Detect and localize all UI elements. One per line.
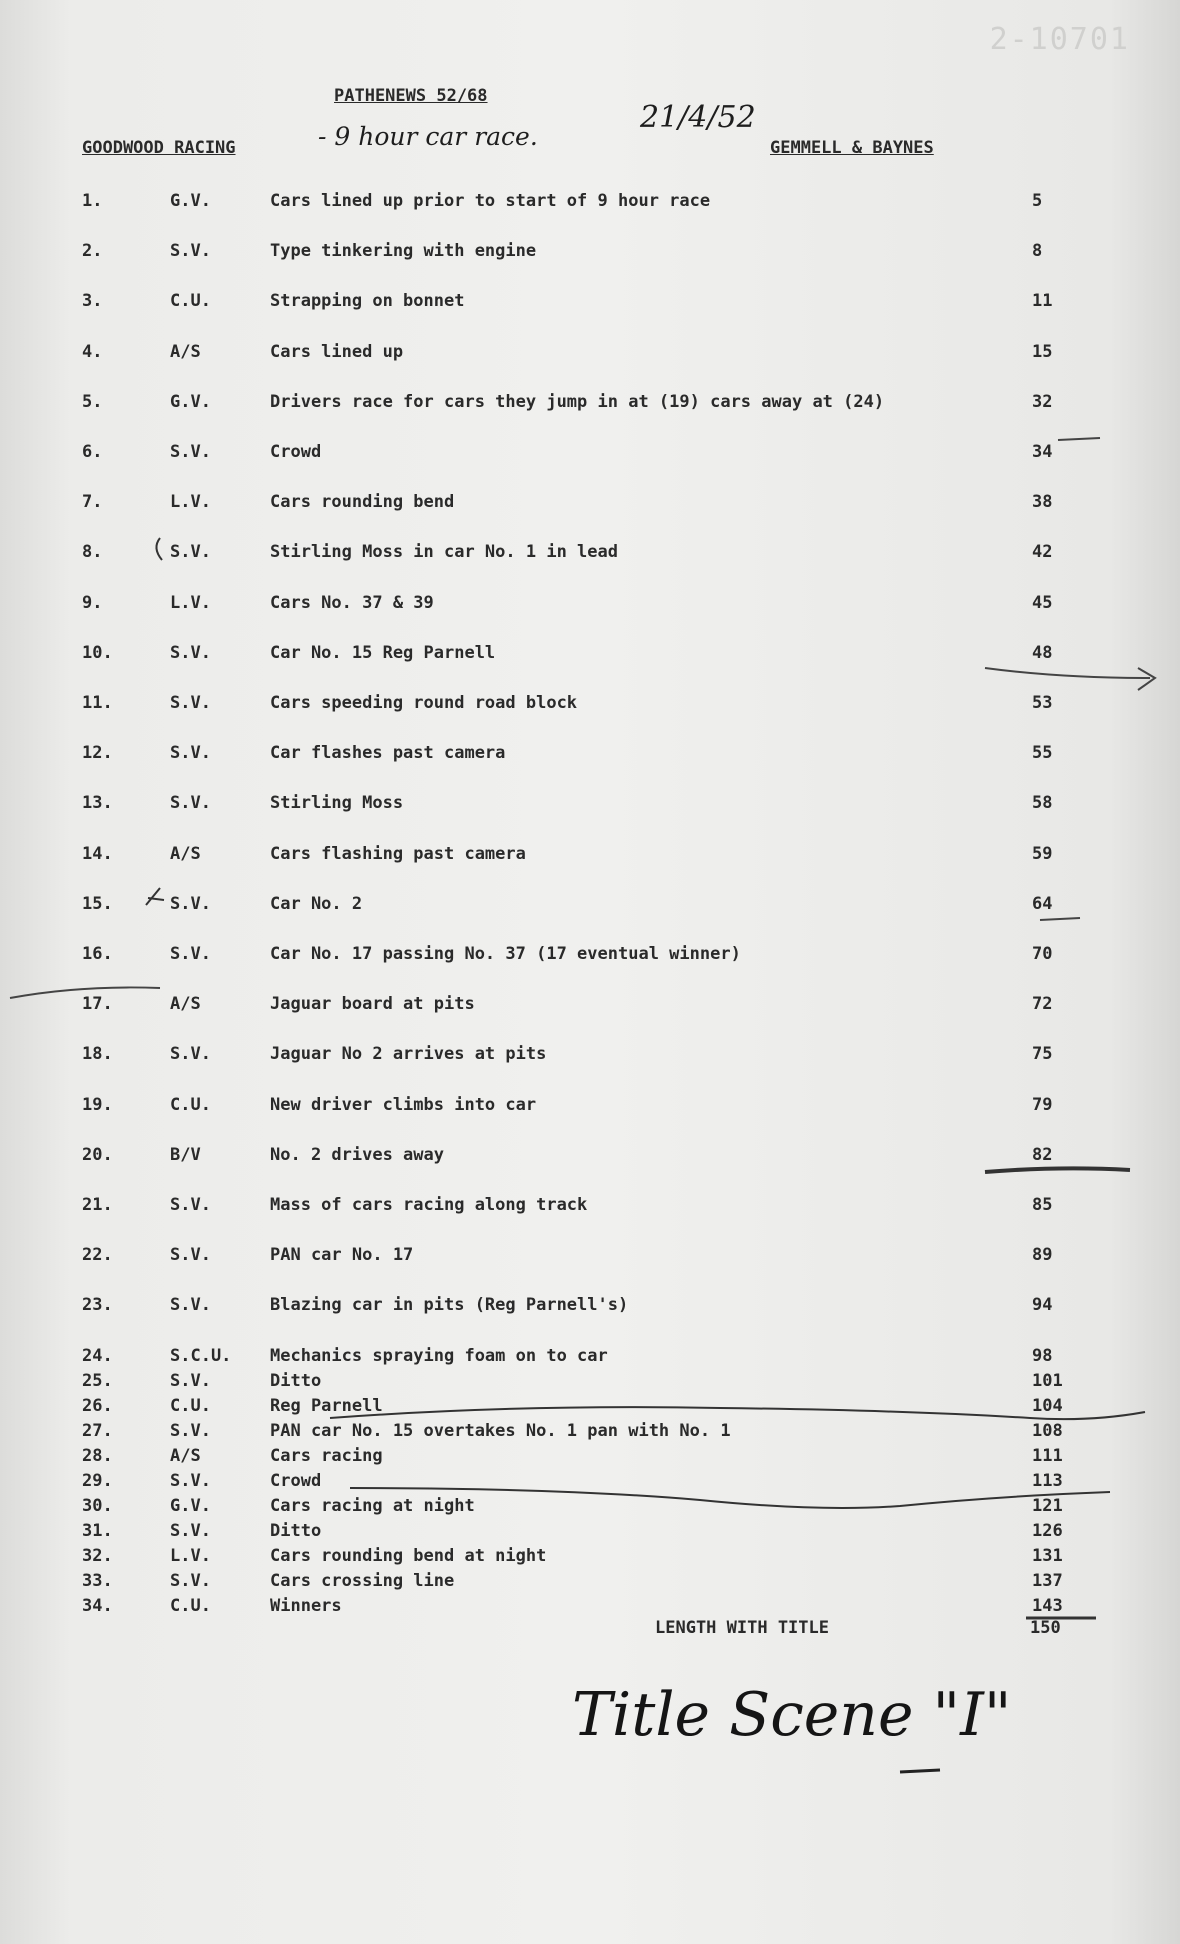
shot-length: 137 — [1032, 1571, 1063, 1591]
shot-description: No. 2 drives away — [270, 1144, 444, 1165]
shot-number: 33. — [82, 1571, 113, 1591]
shot-type: C.U. — [170, 1396, 211, 1416]
shot-row — [0, 438, 1180, 466]
shot-length: 11 — [1032, 291, 1053, 312]
shot-type: S.V. — [170, 693, 211, 713]
shot-type: C.U. — [170, 1094, 211, 1115]
shot-type: A/S — [170, 341, 201, 362]
shot-row — [0, 1345, 1180, 1367]
shot-length: 85 — [1032, 1195, 1053, 1215]
shot-row — [0, 1595, 1180, 1617]
shot-length: 53 — [1032, 693, 1053, 713]
shot-type: S.V. — [170, 1195, 211, 1215]
shot-row — [0, 1545, 1180, 1567]
shot-length: 5 — [1032, 191, 1043, 211]
shot-description: Ditto — [270, 1521, 322, 1541]
shot-number: 17. — [82, 994, 113, 1015]
shot-type: S.V. — [170, 1571, 211, 1591]
shot-row — [0, 1040, 1180, 1068]
shot-row — [0, 1470, 1180, 1492]
shot-length: 58 — [1032, 793, 1053, 814]
shot-type: A/S — [170, 843, 201, 864]
shot-row — [0, 940, 1180, 968]
shot-row — [0, 1370, 1180, 1392]
shot-number: 10. — [82, 642, 113, 663]
shot-number: 8. — [82, 542, 103, 563]
length-total: 150 — [1030, 1618, 1061, 1638]
shot-length: 32 — [1032, 391, 1053, 412]
shot-number: 31. — [82, 1521, 113, 1541]
shot-number: 15. — [82, 893, 113, 914]
shot-type: S.V. — [170, 442, 211, 462]
shot-length: 108 — [1032, 1421, 1063, 1441]
shot-length: 143 — [1032, 1596, 1063, 1616]
shot-type: S.V. — [170, 241, 211, 262]
shot-type: S.V. — [170, 1295, 211, 1316]
shot-description: Jaguar board at pits — [270, 994, 475, 1015]
shot-length: 34 — [1032, 442, 1053, 462]
shot-length: 82 — [1032, 1144, 1053, 1165]
shot-description: Drivers race for cars they jump in at (19) cars away at (24) — [270, 391, 885, 412]
shot-length: 48 — [1032, 642, 1053, 663]
pen-stroke — [985, 1168, 1130, 1172]
shot-type: S.V. — [170, 944, 211, 964]
shot-description: Car No. 15 Reg Parnell — [270, 642, 496, 663]
shot-type: G.V. — [170, 191, 211, 211]
shot-description: Winners — [270, 1596, 342, 1616]
shot-row — [0, 1141, 1180, 1169]
shot-number: 24. — [82, 1346, 113, 1366]
shot-description: Ditto — [270, 1371, 322, 1391]
shot-row — [0, 789, 1180, 817]
shot-number: 3. — [82, 291, 103, 312]
shot-description: Mechanics spraying foam on to car — [270, 1346, 608, 1366]
length-label: LENGTH WITH TITLE — [655, 1618, 829, 1638]
shot-row — [0, 1520, 1180, 1542]
shot-type: A/S — [170, 1446, 201, 1466]
handwritten-subtitle: - 9 hour car race. — [318, 122, 538, 151]
shot-row — [0, 338, 1180, 366]
shot-description: PAN car No. 17 — [270, 1245, 414, 1266]
shot-row — [0, 840, 1180, 868]
shot-type: S.V. — [170, 642, 211, 663]
shot-description: Car No. 17 passing No. 37 (17 eventual winner) — [270, 944, 741, 964]
shot-length: 79 — [1032, 1094, 1053, 1115]
shot-length: 94 — [1032, 1295, 1053, 1316]
shot-type: S.V. — [170, 893, 211, 914]
shot-description: Stirling Moss in car No. 1 in lead — [270, 542, 618, 563]
shot-description: Cars racing at night — [270, 1496, 475, 1516]
shot-row — [0, 187, 1180, 215]
shot-number: 25. — [82, 1371, 113, 1391]
shot-row — [0, 388, 1180, 416]
shot-row — [0, 538, 1180, 566]
shot-number: 1. — [82, 191, 103, 211]
shot-number: 32. — [82, 1546, 113, 1566]
shot-length: 64 — [1032, 893, 1053, 914]
shot-number: 14. — [82, 843, 113, 864]
shot-description: Cars No. 37 & 39 — [270, 592, 434, 613]
shot-type: B/V — [170, 1144, 201, 1165]
shot-length: 131 — [1032, 1546, 1063, 1566]
shot-description: Cars speeding round road block — [270, 693, 578, 713]
shot-number: 19. — [82, 1094, 113, 1115]
shot-row — [0, 1291, 1180, 1319]
shot-description: Crowd — [270, 442, 322, 462]
shot-length: 98 — [1032, 1346, 1053, 1366]
shot-row — [0, 1395, 1180, 1417]
shot-type: C.U. — [170, 291, 211, 312]
shot-description: Mass of cars racing along track — [270, 1195, 588, 1215]
shot-type: S.V. — [170, 1371, 211, 1391]
shot-description: Stirling Moss — [270, 793, 404, 814]
shot-description: Jaguar No 2 arrives at pits — [270, 1044, 547, 1065]
shot-row — [0, 237, 1180, 265]
handwritten-title-note: Title Scene "I" — [572, 1680, 1012, 1750]
shot-number: 16. — [82, 944, 113, 964]
shot-description: Cars rounding bend at night — [270, 1546, 547, 1566]
shot-type: S.V. — [170, 793, 211, 814]
shot-type: S.V. — [170, 1421, 211, 1441]
shot-number: 29. — [82, 1471, 113, 1491]
shot-number: 12. — [82, 743, 113, 764]
shot-description: New driver climbs into car — [270, 1094, 537, 1115]
shot-number: 21. — [82, 1195, 113, 1215]
shot-number: 11. — [82, 693, 113, 713]
shot-type: S.V. — [170, 743, 211, 764]
shot-length: 89 — [1032, 1245, 1053, 1266]
shot-description: Reg Parnell — [270, 1396, 383, 1416]
shot-length: 121 — [1032, 1496, 1063, 1516]
editors-heading: GEMMELL & BAYNES — [770, 138, 934, 158]
shot-row — [0, 1495, 1180, 1517]
shot-type: C.U. — [170, 1596, 211, 1616]
shot-description: Cars crossing line — [270, 1571, 455, 1591]
shot-number: 9. — [82, 592, 103, 613]
shot-length: 15 — [1032, 341, 1053, 362]
shot-description: Cars lined up prior to start of 9 hour race — [270, 191, 711, 211]
shot-length: 111 — [1032, 1446, 1063, 1466]
shot-type: L.V. — [170, 492, 211, 513]
shot-number: 20. — [82, 1144, 113, 1165]
shot-length: 126 — [1032, 1521, 1063, 1541]
shot-number: 13. — [82, 793, 113, 814]
shot-row — [0, 1420, 1180, 1442]
shot-type: L.V. — [170, 1546, 211, 1566]
shot-row — [0, 890, 1180, 918]
shot-row — [0, 689, 1180, 717]
shot-row — [0, 990, 1180, 1018]
pen-stroke — [900, 1770, 940, 1772]
shot-length: 59 — [1032, 843, 1053, 864]
shot-length: 55 — [1032, 743, 1053, 764]
shot-length: 70 — [1032, 944, 1053, 964]
pen-arrow — [985, 668, 1155, 690]
shot-type: G.V. — [170, 1496, 211, 1516]
shot-description: Car No. 2 — [270, 893, 363, 914]
shot-number: 23. — [82, 1295, 113, 1316]
shot-row — [0, 1091, 1180, 1119]
shot-description: Cars racing — [270, 1446, 383, 1466]
shot-row — [0, 1445, 1180, 1467]
shot-number: 30. — [82, 1496, 113, 1516]
shot-description: Strapping on bonnet — [270, 291, 465, 312]
shot-description: Car flashes past camera — [270, 743, 506, 764]
shot-type: A/S — [170, 994, 201, 1015]
shot-description: Cars rounding bend — [270, 492, 455, 513]
shot-type: S.V. — [170, 1521, 211, 1541]
shot-row — [0, 287, 1180, 315]
shot-number: 18. — [82, 1044, 113, 1065]
shot-row — [0, 739, 1180, 767]
shot-row — [0, 639, 1180, 667]
shot-number: 28. — [82, 1446, 113, 1466]
shot-type: S.V. — [170, 1245, 211, 1266]
shot-length: 38 — [1032, 492, 1053, 513]
subject-heading: GOODWOOD RACING — [82, 138, 236, 158]
shot-row — [0, 488, 1180, 516]
shot-number: 26. — [82, 1396, 113, 1416]
shot-number: 34. — [82, 1596, 113, 1616]
newsreel-title: PATHENEWS 52/68 — [334, 86, 488, 106]
shot-length: 45 — [1032, 592, 1053, 613]
shot-type: S.V. — [170, 542, 211, 563]
shot-number: 2. — [82, 241, 103, 262]
shot-type: S.V. — [170, 1471, 211, 1491]
shot-length: 104 — [1032, 1396, 1063, 1416]
shot-number: 6. — [82, 442, 103, 462]
shot-description: Type tinkering with engine — [270, 241, 537, 262]
handwritten-date: 21/4/52 — [640, 100, 756, 135]
shot-description: Crowd — [270, 1471, 322, 1491]
shot-length: 75 — [1032, 1044, 1053, 1065]
shot-row — [0, 1570, 1180, 1592]
shot-number: 22. — [82, 1245, 113, 1266]
shot-length: 72 — [1032, 994, 1053, 1015]
shot-description: Cars flashing past camera — [270, 843, 526, 864]
shot-length: 101 — [1032, 1371, 1063, 1391]
shot-type: L.V. — [170, 592, 211, 613]
shot-type: S.C.U. — [170, 1346, 232, 1366]
shot-length: 8 — [1032, 241, 1043, 262]
pen-stroke — [1040, 918, 1080, 920]
shot-type: S.V. — [170, 1044, 211, 1065]
shot-number: 5. — [82, 391, 103, 412]
shot-row — [0, 1191, 1180, 1219]
shot-row — [0, 1241, 1180, 1269]
shot-description: Blazing car in pits (Reg Parnell's) — [270, 1295, 629, 1316]
shot-number: 27. — [82, 1421, 113, 1441]
shot-number: 7. — [82, 492, 103, 513]
shot-length: 42 — [1032, 542, 1053, 563]
shot-number: 4. — [82, 341, 103, 362]
shot-type: G.V. — [170, 391, 211, 412]
shot-description: Cars lined up — [270, 341, 404, 362]
shot-row — [0, 589, 1180, 617]
shot-length: 113 — [1032, 1471, 1063, 1491]
reference-stamp: 2-10701 — [989, 22, 1130, 57]
shot-description: PAN car No. 15 overtakes No. 1 pan with No. 1 — [270, 1421, 731, 1441]
